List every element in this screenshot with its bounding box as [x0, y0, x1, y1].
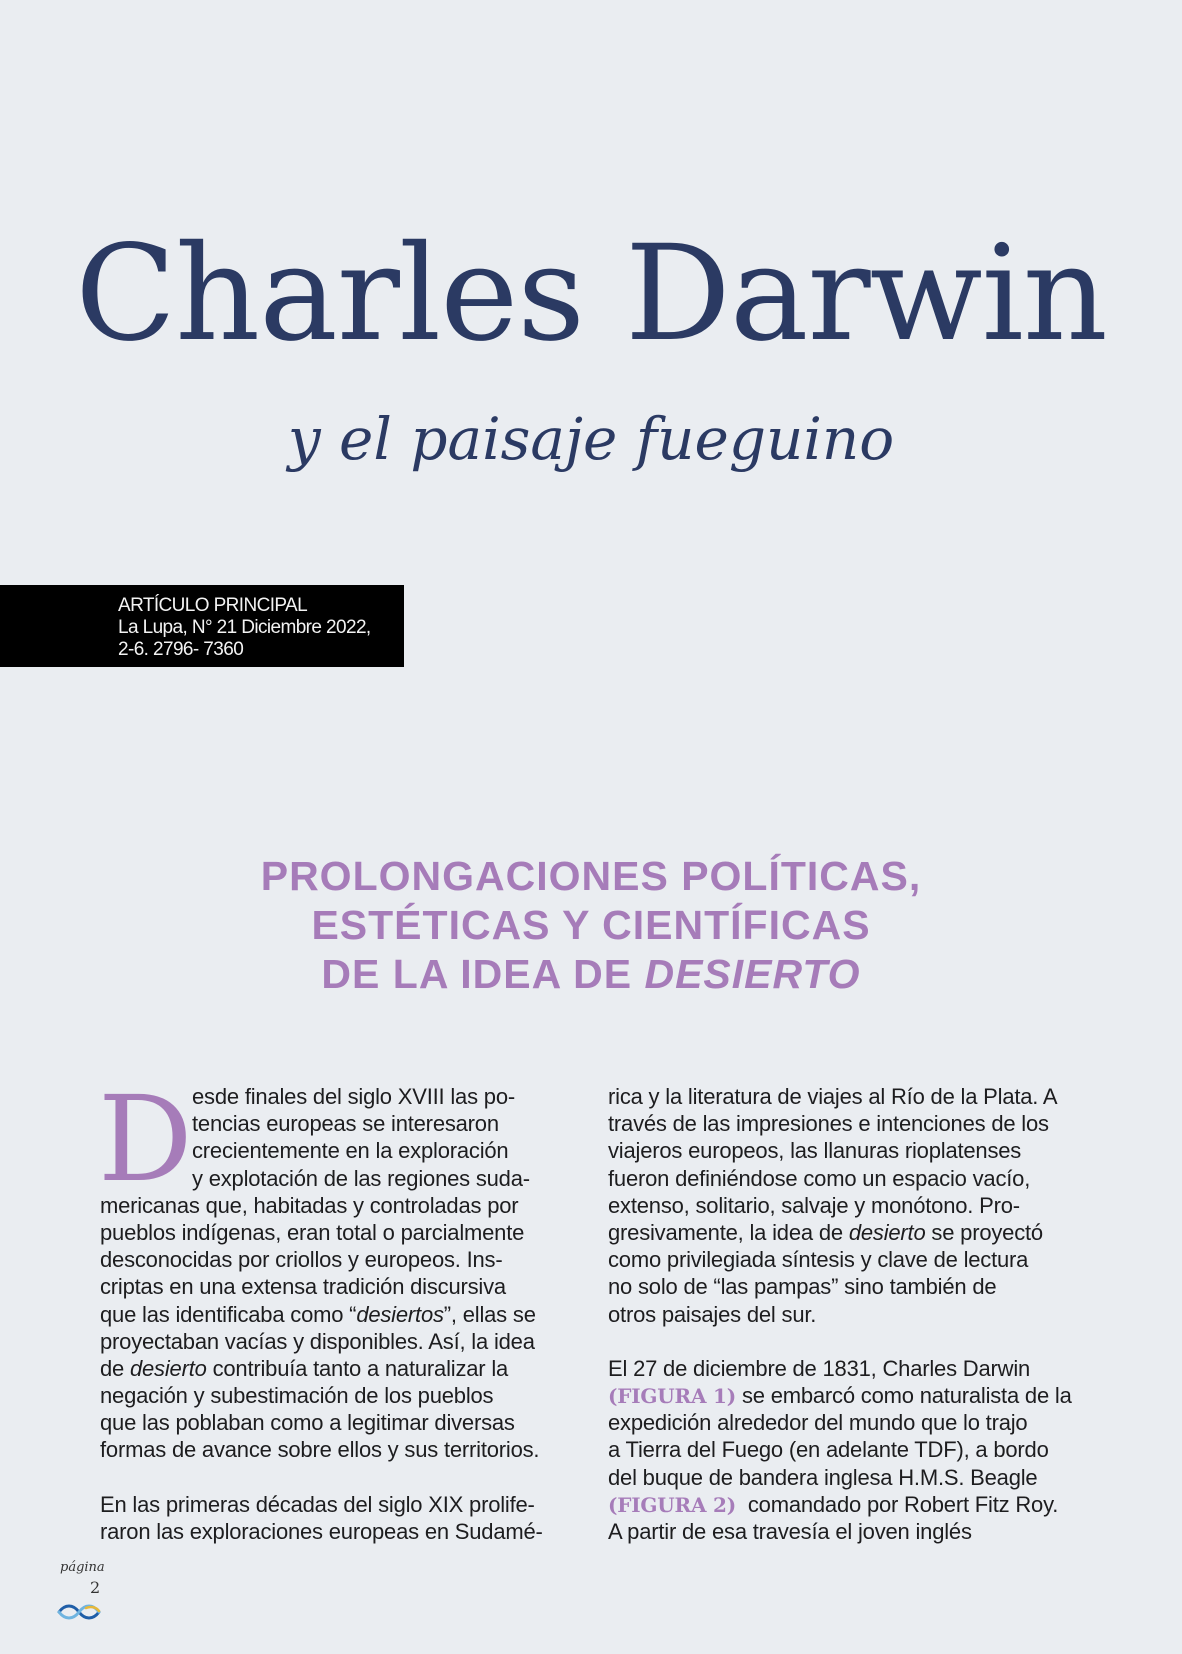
- figure-1-reference[interactable]: (FIGURA 1): [608, 1384, 737, 1409]
- section-heading-line: PROLONGACIONES POLÍTICAS,: [260, 853, 922, 899]
- section-heading-line: DE LA IDEA DE DESIERTO: [321, 951, 861, 997]
- body-line: a Tierra del Fuego (en adelante TDF), a bordo: [608, 1437, 1049, 1463]
- body-line: esde finales del siglo XVIII las po-: [192, 1084, 515, 1109]
- tag-section-label: ARTÍCULO PRINCIPAL: [118, 595, 308, 616]
- infinity-wave-logo-icon: [56, 1603, 102, 1626]
- body-line: (FIGURA 2) comandado por Robert Fitz Roy.: [608, 1491, 1059, 1517]
- body-line: En las primeras décadas del siglo XIX prolife-: [100, 1491, 535, 1517]
- tag-publication: La Lupa, N° 21 Diciembre 2022,: [118, 617, 371, 638]
- body-column-right: [608, 1083, 1088, 1545]
- page-number: 2: [90, 1578, 101, 1597]
- body-line: no solo de “las pampas” sino también de: [608, 1274, 997, 1300]
- body-line: El 27 de diciembre de 1831, Charles Darwin: [608, 1355, 1031, 1381]
- body-line: criptas en una extensa tradición discursiva: [100, 1274, 506, 1300]
- article-tag-box: [0, 585, 404, 667]
- page-label: página: [60, 1560, 105, 1575]
- body-line: otros paisajes del sur.: [608, 1301, 817, 1327]
- body-line: viajeros europeos, las llanuras rioplatenses: [608, 1138, 1022, 1164]
- body-line: A partir de esa travesía el joven inglés: [608, 1519, 972, 1544]
- body-line: través de las impresiones e intenciones de los: [608, 1111, 1049, 1137]
- section-heading-line: ESTÉTICAS Y CIENTÍFICAS: [311, 902, 871, 948]
- body-line: expedición alrededor del mundo que lo trajo: [608, 1410, 1028, 1436]
- section-heading-emphasis: DESIERTO: [644, 951, 861, 997]
- body-line: fueron definiéndose como un espacio vacío,: [608, 1165, 1031, 1191]
- body-line: que las poblaban como a legitimar diversas: [100, 1410, 515, 1436]
- body-line: proyectaban vacías y disponibles. Así, la idea: [100, 1328, 535, 1354]
- body-line: gresivamente, la idea de desierto se proyectó: [608, 1219, 1043, 1245]
- body-column-left: [100, 1083, 575, 1545]
- body-line: rica y la literatura de viajes al Río de la Plata. A: [608, 1084, 1058, 1109]
- figure-2-reference[interactable]: (FIGURA 2): [608, 1492, 737, 1517]
- body-line: de desierto contribuía tanto a naturalizar la: [100, 1355, 509, 1381]
- body-line: extenso, solitario, salvaje y monótono. Pro-: [608, 1192, 1020, 1218]
- tag-pages-issn: 2-6. 2796- 7360: [118, 639, 244, 660]
- body-line: negación y subestimación de los pueblos: [100, 1383, 494, 1409]
- body-line: raron las exploraciones europeas en Sudamé-: [100, 1519, 543, 1544]
- body-line: como privilegiada síntesis y clave de lectura: [608, 1247, 1029, 1273]
- body-line: del buque de bandera inglesa H.M.S. Beagle: [608, 1464, 1038, 1490]
- body-line: y explotación de las regiones suda-: [192, 1165, 530, 1191]
- article-title: Charles Darwin: [75, 217, 1107, 371]
- body-line: pueblos indígenas, eran total o parcialmente: [100, 1219, 525, 1245]
- body-line: que las identificaba como “desiertos”, ellas se: [100, 1301, 536, 1327]
- body-line: tencias europeas se interesaron: [192, 1111, 499, 1137]
- section-heading: [0, 852, 1182, 999]
- body-line: crecientemente en la exploración: [192, 1138, 509, 1164]
- body-line: desconocidas por criollos y europeos. Ins-: [100, 1247, 503, 1273]
- article-subtitle: y el paisaje fueguino: [287, 405, 895, 473]
- body-line: (FIGURA 1) se embarcó como naturalista de la: [608, 1383, 1072, 1409]
- body-line: mericanas que, habitadas y controladas por: [100, 1192, 519, 1218]
- drop-cap: D: [98, 1070, 193, 1208]
- body-line: formas de avance sobre ellos y sus territorios.: [100, 1437, 540, 1463]
